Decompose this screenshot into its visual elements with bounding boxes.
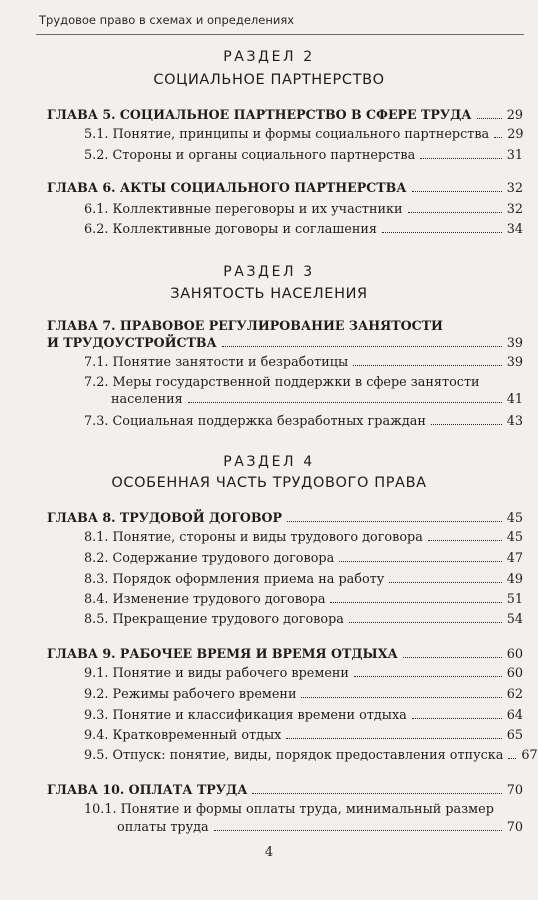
toc-chapter-8[interactable] [47, 510, 523, 527]
leader-dots [408, 212, 502, 213]
item-9-2-title: 9.2. Режимы рабочего времени [84, 687, 297, 702]
item-10-1-page: 70 [506, 820, 523, 835]
item-7-2-title-line1[interactable]: 7.2. Меры государственной поддержки в сфере занятости [84, 375, 480, 390]
toc-item-7-3[interactable] [84, 414, 523, 430]
toc-chapter-10[interactable] [47, 782, 523, 799]
item-9-5-page: 67 [521, 748, 538, 763]
toc-item-9-5[interactable] [84, 748, 538, 764]
toc-item-5-1[interactable] [84, 127, 523, 143]
item-6-1-title: 6.1. Коллективные переговоры и их участники [84, 202, 403, 217]
toc-item-8-2[interactable] [84, 551, 523, 567]
section-2-title: СОЦИАЛЬНОЕ ПАРТНЕРСТВО [153, 72, 385, 88]
item-6-2-title: 6.2. Коллективные договоры и соглашения [84, 222, 377, 237]
item-8-5-title: 8.5. Прекращение трудового договора [84, 612, 344, 627]
leader-dots [349, 622, 502, 623]
leader-dots [389, 582, 501, 583]
item-10-1-title-line1[interactable]: 10.1. Понятие и формы оплаты труда, минимальный размер [84, 802, 494, 817]
leader-dots [382, 232, 502, 233]
leader-dots [188, 402, 502, 403]
item-8-1-title: 8.1. Понятие, стороны и виды трудового договора [84, 530, 423, 545]
leader-dots [330, 602, 501, 603]
chapter-10-title: ГЛАВА 10. ОПЛАТА ТРУДА [47, 782, 248, 797]
item-8-3-title: 8.3. Порядок оформления приема на работу [84, 572, 385, 587]
toc-chapter-6[interactable] [47, 180, 523, 197]
chapter-7-title-line2: И ТРУДОУСТРОЙСТВА [47, 335, 217, 350]
section-4-title: ОСОБЕННАЯ ЧАСТЬ ТРУДОВОГО ПРАВА [111, 475, 427, 491]
toc-item-6-1[interactable] [84, 202, 523, 218]
item-8-2-page: 47 [506, 551, 523, 566]
item-9-1-page: 60 [506, 666, 523, 681]
leader-dots [301, 697, 501, 698]
item-7-3-title: 7.3. Социальная поддержка безработных граждан [84, 414, 426, 429]
chapter-10-page: 70 [506, 783, 523, 798]
item-7-3-page: 43 [506, 414, 523, 429]
item-5-1-title: 5.1. Понятие, принципы и формы социального партнерства [84, 127, 490, 142]
toc-item-5-2[interactable] [84, 148, 523, 164]
running-head: Трудовое право в схемах и определениях [39, 13, 295, 27]
toc-chapter-9[interactable] [47, 646, 523, 663]
item-7-1-page: 39 [506, 355, 523, 370]
leader-dots [222, 346, 502, 347]
leader-dots [412, 718, 502, 719]
item-9-1-title: 9.1. Понятие и виды рабочего времени [84, 666, 349, 681]
item-8-4-title: 8.4. Изменение трудового договора [84, 592, 326, 607]
item-8-3-page: 49 [506, 572, 523, 587]
leader-dots [431, 424, 502, 425]
toc-item-6-2[interactable] [84, 222, 523, 238]
item-7-1-title: 7.1. Понятие занятости и безработицы [84, 355, 349, 370]
leader-dots [339, 561, 501, 562]
leader-dots [428, 540, 502, 541]
section-2-label: РАЗДЕЛ 2 [223, 49, 315, 65]
item-9-3-title: 9.3. Понятие и классификация времени отдыха [84, 708, 407, 723]
chapter-8-page: 45 [506, 511, 523, 526]
page-number: 4 [264, 845, 274, 860]
toc-item-9-3[interactable] [84, 708, 523, 724]
leader-dots [286, 738, 501, 739]
toc-item-8-4[interactable] [84, 592, 523, 608]
section-4-label: РАЗДЕЛ 4 [223, 454, 315, 470]
section-3-label: РАЗДЕЛ 3 [223, 264, 315, 280]
chapter-9-page: 60 [506, 647, 523, 662]
item-9-5-title: 9.5. Отпуск: понятие, виды, порядок предоставления отпуска [84, 748, 504, 763]
toc-item-8-5[interactable] [84, 612, 523, 628]
item-9-2-page: 62 [506, 687, 523, 702]
chapter-5-title: ГЛАВА 5. СОЦИАЛЬНОЕ ПАРТНЕРСТВО В СФЕРЕ ТРУДА [47, 107, 472, 122]
toc-item-7-2[interactable] [111, 392, 523, 408]
chapter-8-title: ГЛАВА 8. ТРУДОВОЙ ДОГОВОР [47, 510, 282, 525]
item-7-2-page: 41 [506, 392, 523, 407]
chapter-9-title: ГЛАВА 9. РАБОЧЕЕ ВРЕМЯ И ВРЕМЯ ОТДЫХА [47, 646, 398, 661]
leader-dots [494, 137, 502, 138]
toc-item-9-1[interactable] [84, 666, 523, 682]
toc-item-10-1[interactable] [117, 820, 523, 836]
item-9-3-page: 64 [506, 708, 523, 723]
item-7-2-title-line2: населения [111, 392, 183, 407]
chapter-7-page: 39 [506, 336, 523, 351]
chapter-6-title: ГЛАВА 6. АКТЫ СОЦИАЛЬНОГО ПАРТНЕРСТВА [47, 180, 407, 195]
item-5-2-page: 31 [506, 148, 523, 163]
chapter-5-page: 29 [506, 108, 523, 123]
section-3-title: ЗАНЯТОСТЬ НАСЕЛЕНИЯ [170, 286, 368, 302]
item-8-4-page: 51 [506, 592, 523, 607]
item-8-2-title: 8.2. Содержание трудового договора [84, 551, 335, 566]
toc-item-9-2[interactable] [84, 687, 523, 703]
leader-dots [214, 830, 502, 831]
toc-item-8-1[interactable] [84, 530, 523, 546]
leader-dots [420, 158, 501, 159]
item-5-1-page: 29 [507, 127, 524, 142]
item-10-1-title-line2: оплаты труда [117, 820, 209, 835]
toc-chapter-5[interactable] [47, 107, 523, 124]
header-divider [36, 34, 524, 35]
item-6-2-page: 34 [506, 222, 523, 237]
item-9-4-page: 65 [506, 728, 523, 743]
item-9-4-title: 9.4. Кратковременный отдых [84, 728, 282, 743]
leader-dots [354, 676, 502, 677]
leader-dots [252, 793, 501, 794]
toc-item-9-4[interactable] [84, 728, 523, 744]
item-8-1-page: 45 [506, 530, 523, 545]
leader-dots [508, 758, 516, 759]
toc-item-7-1[interactable] [84, 355, 523, 371]
item-6-1-page: 32 [506, 202, 523, 217]
item-5-2-title: 5.2. Стороны и органы социального партнерства [84, 148, 416, 163]
leader-dots [477, 118, 502, 119]
item-8-5-page: 54 [506, 612, 523, 627]
leader-dots [287, 521, 502, 522]
leader-dots [353, 365, 502, 366]
toc-chapter-7[interactable] [47, 335, 523, 352]
leader-dots [403, 657, 502, 658]
toc-item-8-3[interactable] [84, 572, 523, 588]
chapter-6-page: 32 [506, 181, 523, 196]
leader-dots [412, 191, 502, 192]
chapter-7-title-line1[interactable]: ГЛАВА 7. ПРАВОВОЕ РЕГУЛИРОВАНИЕ ЗАНЯТОСТИ [47, 318, 443, 333]
